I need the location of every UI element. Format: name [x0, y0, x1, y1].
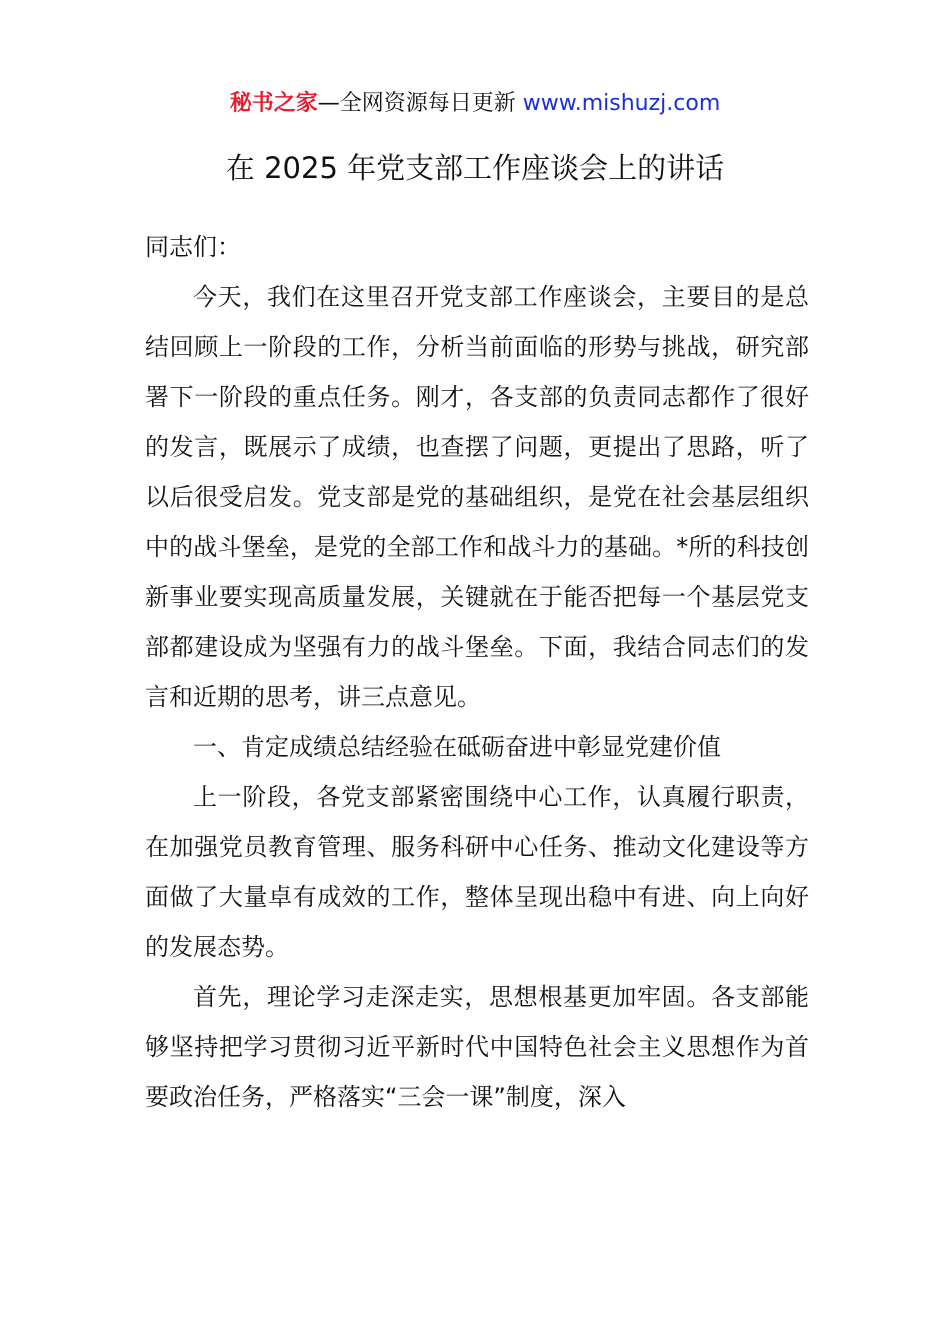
header-dash: —	[317, 91, 340, 116]
paragraph-section-1-first-point: 首先，理论学习走深走实，思想根基更加牢固。各支部能够坚持把学习贯彻习近平新时代中国特色社会主义思想作为首要政治任务，严格落实“三会一课”制度，深入	[145, 983, 809, 1111]
brand-name: 秘书之家	[229, 91, 318, 116]
document-body	[145, 222, 809, 1122]
salutation: 同志们：	[145, 233, 241, 261]
site-url-link[interactable]: www.mishuzj.com	[522, 91, 721, 116]
header-slogan: 全网资源每日更新	[339, 91, 516, 116]
site-header	[0, 88, 950, 120]
document-title: 在 2025 年党支部工作座谈会上的讲话	[225, 151, 725, 185]
paragraph-section-1-overview: 上一阶段，各党支部紧密围绕中心工作，认真履行职责，在加强党员教育管理、服务科研中心任务、推动文化建设等方面做了大量卓有成效的工作，整体呈现出稳中有进、向上向好的发展态势。	[145, 783, 809, 961]
paragraph-intro: 今天，我们在这里召开党支部工作座谈会，主要目的是总结回顾上一阶段的工作，分析当前面临的形势与挑战，研究部署下一阶段的重点任务。刚才，各支部的负责同志都作了很好的发言，既展示了成绩，也查摆了问题，更提出了思路，听了以后很受启发。党支部是党的基础组织，是党在社会基层组织中的战斗堡垒，是党的全部工作和战斗力的基础。*所的科技创新事业要实现高质量发展，关键就在于能否把每一个基层党支部都建设成为坚强有力的战斗堡垒。下面，我结合同志们的发言和近期的思考，讲三点意见。	[145, 283, 809, 711]
section-heading-1: 一、肯定成绩总结经验在砥砺奋进中彰显党建价值	[193, 733, 721, 761]
